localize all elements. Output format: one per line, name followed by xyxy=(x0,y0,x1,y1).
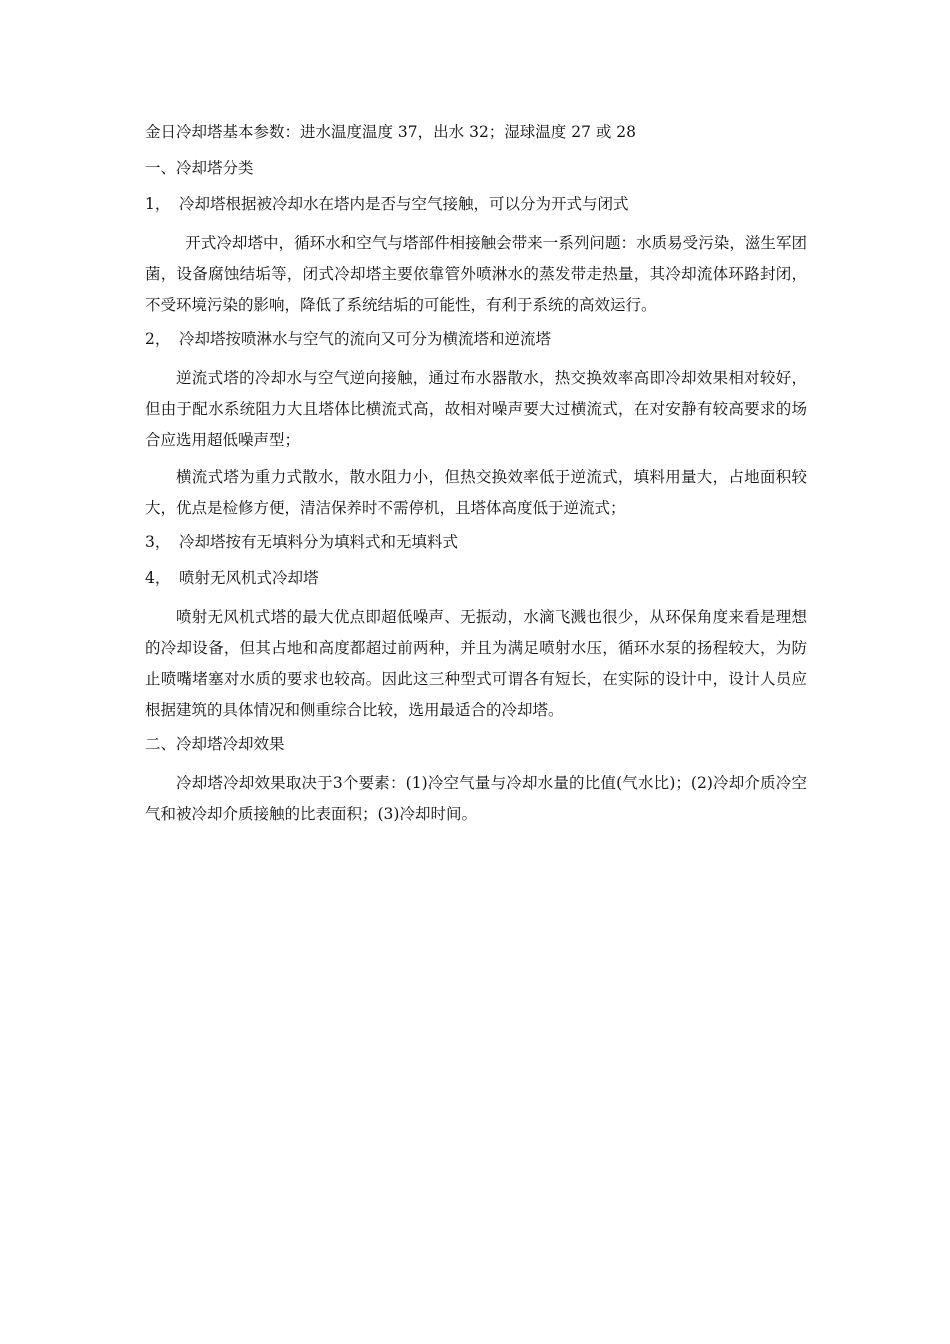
list-item-3-text: 冷却塔按有无填料分为填料式和无填料式 xyxy=(179,533,459,551)
list-item-3 xyxy=(145,530,807,554)
list-item-4 xyxy=(145,566,807,590)
list-item-1 xyxy=(145,192,807,216)
list-item-2-number: 2， xyxy=(145,330,171,348)
intro-line: 金日冷却塔基本参数：进水温度温度 37，出水 32；湿球温度 27 或 28 xyxy=(145,123,637,141)
list-item-3-number: 3， xyxy=(145,533,171,551)
paragraph-cooling-effect: 冷却塔冷却效果取决于3个要素：(1)冷空气量与冷却水量的比值(气水比)；(2)冷却介质冷空气和被冷却介质接触的比表面积；(3)冷却时间。 xyxy=(145,774,807,823)
list-item-1-number: 1， xyxy=(145,195,171,213)
list-item-4-text: 喷射无风机式冷却塔 xyxy=(179,569,319,587)
section-2-title: 二、冷却塔冷却效果 xyxy=(145,735,285,753)
list-item-2 xyxy=(145,327,807,351)
document-page xyxy=(145,120,807,830)
list-item-4-number: 4， xyxy=(145,569,171,587)
paragraph-open-closed: 开式冷却塔中，循环水和空气与塔部件相接触会带来一系列问题：水质易受污染，滋生军团菌，设备腐蚀结垢等，闭式冷却塔主要依靠管外喷淋水的蒸发带走热量，其冷却流体环路封闭，不受环境污染的影响，降低了系统结垢的可能性，有利于系统的高效运行。 xyxy=(145,234,807,314)
paragraph-counterflow: 逆流式塔的冷却水与空气逆向接触，通过布水器散水，热交换效率高即冷却效果相对较好，但由于配水系统阻力大且塔体比横流式高，故相对噪声要大过横流式，在对安静有较高要求的场合应选用超低噪声型； xyxy=(145,369,807,449)
paragraph-jet-fanless: 喷射无风机式塔的最大优点即超低噪声、无振动，水滴飞溅也很少，从环保角度来看是理想的冷却设备，但其占地和高度都超过前两种，并且为满足喷射水压，循环水泵的扬程较大，为防止喷嘴堵塞对水质的要求也较高。因此这三种型式可谓各有短长，在实际的设计中，设计人员应根据建筑的具体情况和侧重综合比较，选用最适合的冷却塔。 xyxy=(145,608,807,719)
list-item-1-text: 冷却塔根据被冷却水在塔内是否与空气接触，可以分为开式与闭式 xyxy=(179,195,629,213)
list-item-2-text: 冷却塔按喷淋水与空气的流向又可分为横流塔和逆流塔 xyxy=(179,330,552,348)
section-1-title: 一、冷却塔分类 xyxy=(145,159,254,177)
paragraph-crossflow: 横流式塔为重力式散水，散水阻力小，但热交换效率低于逆流式，填料用量大，占地面积较大，优点是检修方便，清洁保养时不需停机，且塔体高度低于逆流式； xyxy=(145,468,807,517)
